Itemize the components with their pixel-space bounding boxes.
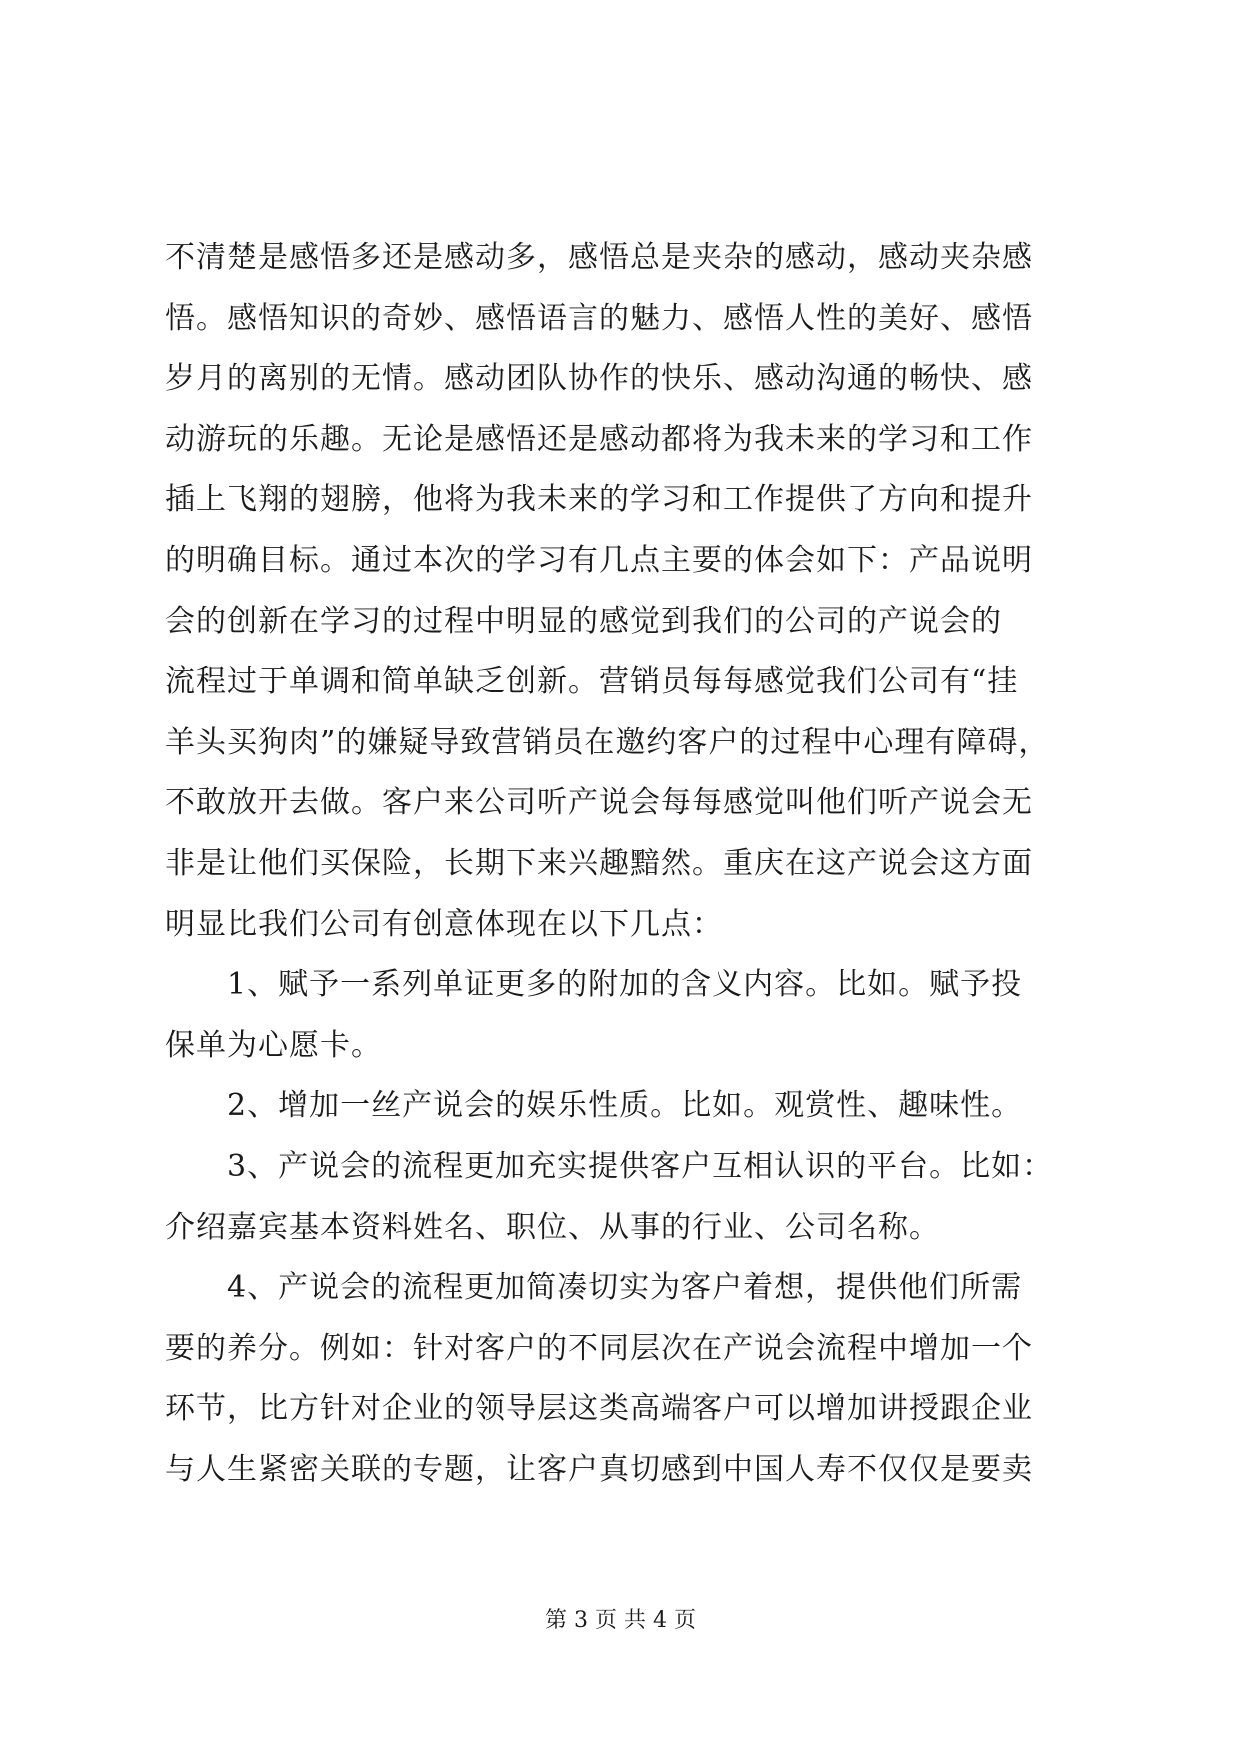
paragraph-line: 羊头买狗肉”的嫌疑导致营销员在邀约客户的过程中心理有障碍，: [165, 724, 1050, 760]
paragraph-line: 流程过于单调和简单缺乏创新。营销员每每感觉我们公司有“挂: [165, 664, 1019, 700]
page-footer: [0, 1606, 1241, 1636]
list-item-line: 介绍嘉宾基本资料姓名、职位、从事的行业、公司名称。: [165, 1209, 940, 1245]
paragraph-line: 岁月的离别的无情。感动团队协作的快乐、感动沟通的畅快、感: [165, 361, 1033, 397]
paragraph-line: 会的创新在学习的过程中明显的感觉到我们的公司的产说会的: [165, 603, 1002, 639]
page-number-label: 第 3 页 共 4 页: [545, 1608, 696, 1633]
paragraph-line: 不清楚是感悟多还是感动多，感悟总是夹杂的感动，感动夹杂感: [165, 240, 1033, 275]
list-item-line: 要的养分。例如：针对客户的不同层次在产说会流程中增加一个: [165, 1330, 1033, 1366]
list-item-line: 2、增加一丝产说会的娱乐性质。比如。观赏性、趣味性。: [227, 1088, 1023, 1124]
paragraph-line: 非是让他们买保险，长期下来兴趣黯然。重庆在这产说会这方面: [165, 845, 1033, 881]
list-item-line: 1、赋予一系列单证更多的附加的含义内容。比如。赋予投: [227, 967, 1023, 1003]
list-item-line: 保单为心愿卡。: [165, 1027, 382, 1063]
paragraph-line: 的明确目标。通过本次的学习有几点主要的体会如下：产品说明: [165, 542, 1033, 578]
paragraph-line: 不敢放开去做。客户来公司听产说会每每感觉叫他们听产说会无: [165, 785, 1033, 821]
paragraph-line: 动游玩的乐趣。无论是感悟还是感动都将为我未来的学习和工作: [165, 421, 1033, 457]
paragraph-line: 插上飞翔的翅膀，他将为我未来的学习和工作提供了方向和提升: [165, 482, 1033, 518]
body-text: [165, 228, 1075, 1500]
paragraph-line: 悟。感悟知识的奇妙、感悟语言的魅力、感悟人性的美好、感悟: [165, 300, 1033, 336]
paragraph-line: 明显比我们公司有创意体现在以下几点：: [165, 906, 723, 942]
list-item-line: 与人生紧密关联的专题，让客户真切感到中国人寿不仅仅是要卖: [165, 1451, 1033, 1487]
list-item-line: 3、产说会的流程更加充实提供客户互相认识的平台。比如：: [227, 1148, 1054, 1184]
list-item-line: 环节，比方针对企业的领导层这类高端客户可以增加讲授跟企业: [165, 1391, 1033, 1427]
list-item-line: 4、产说会的流程更加简凑切实为客户着想，提供他们所需: [227, 1270, 1023, 1306]
